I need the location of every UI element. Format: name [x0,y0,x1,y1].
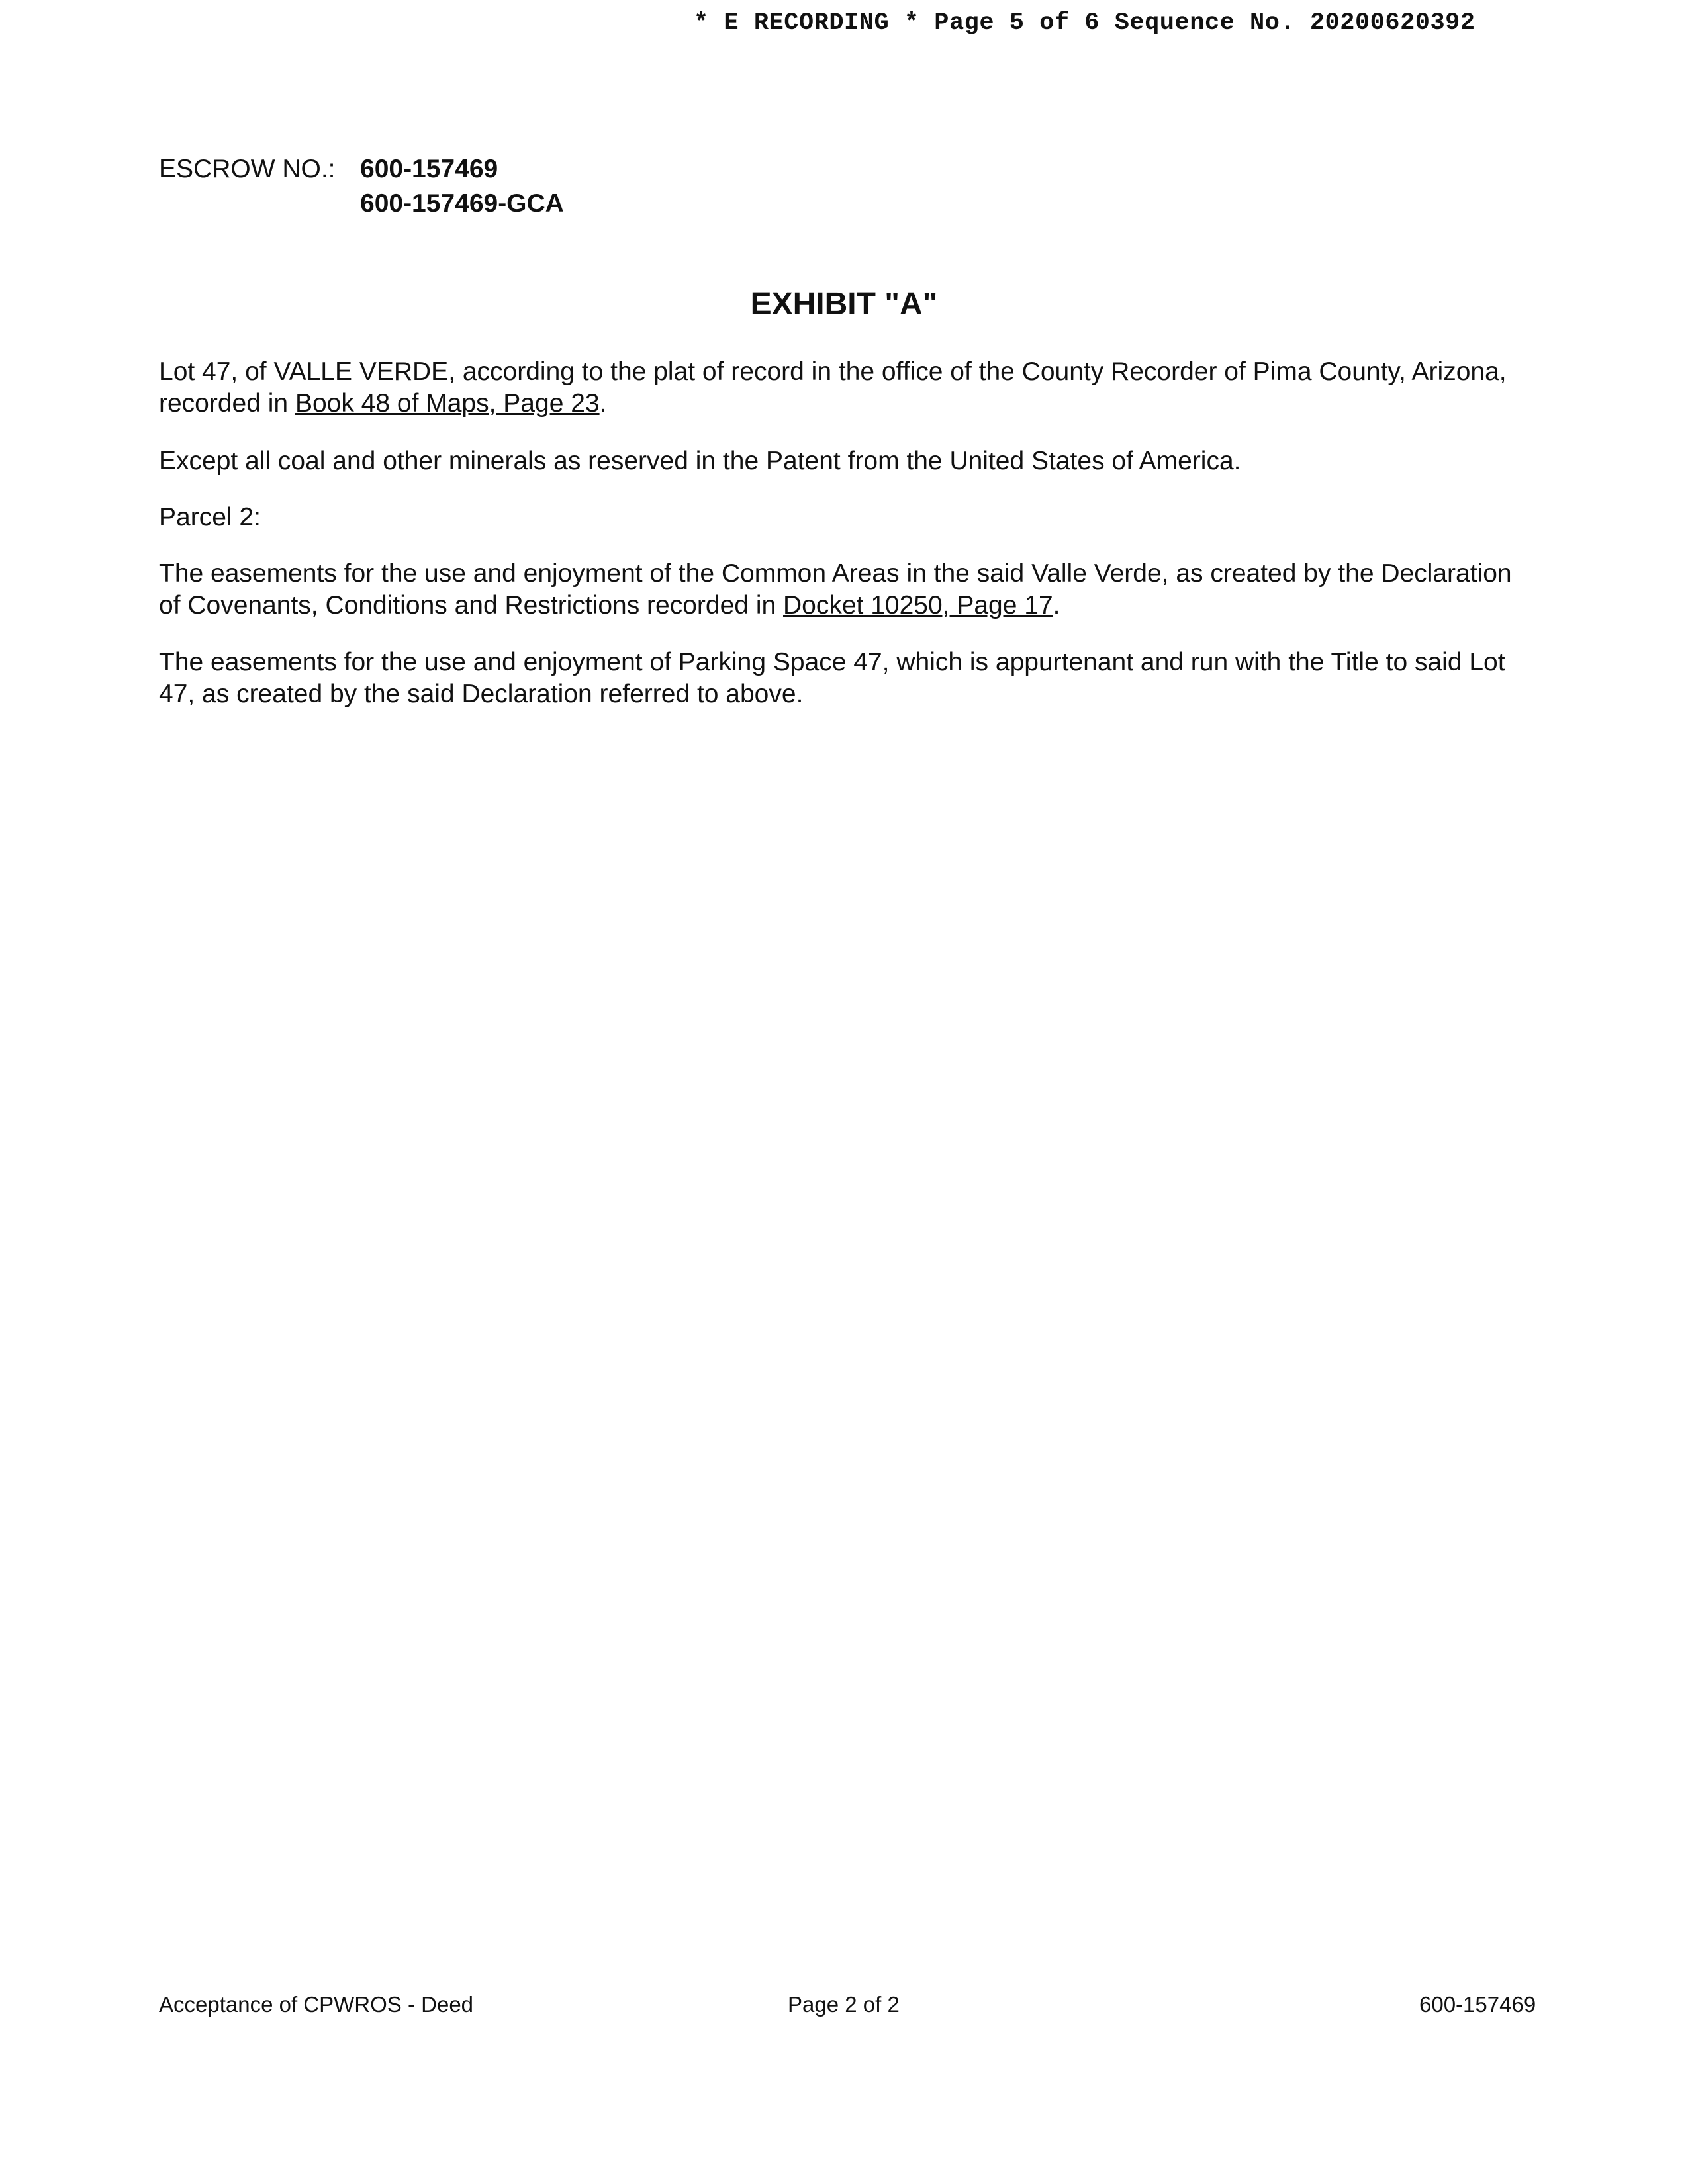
parcel-2-label: Parcel 2: [159,503,261,531]
mineral-exception [159,445,1536,477]
common-area-easement [159,558,1536,621]
parcel-2-heading [159,502,1536,533]
easement-text-end: . [1053,591,1060,619]
lot-description-end: . [599,389,607,418]
escrow-numbers [360,152,564,221]
docket-reference: Docket 10250, Page 17 [783,591,1053,619]
exhibit-title: EXHIBIT "A" [750,287,938,322]
escrow-block [159,152,564,221]
parking-easement-text: The easements for the use and enjoyment of Parking Space 47, which is appurtenant and run with the Title to said Lot 47, as created by the said Declaration referred to above. [159,648,1505,708]
footer-escrow-number: 600-157469 [1419,1992,1536,2017]
legal-description-lot [159,356,1536,420]
escrow-label: ESCROW NO.: [159,155,336,183]
plat-reference: Book 48 of Maps, Page 23 [295,389,600,418]
parking-easement [159,647,1536,710]
footer-document-title: Acceptance of CPWROS - Deed [159,1992,474,2017]
mineral-exception-text: Except all coal and other minerals as reserved in the Patent from the United States of America. [159,447,1241,475]
lot-description-text: Lot 47, of VALLE VERDE, according to the plat of record in the office of the County Recorder of Pima County, Arizona, recorded in [159,357,1507,418]
escrow-number-primary: 600-157469 [360,155,498,183]
recording-header: * E RECORDING * Page 5 of 6 Sequence No. 20200620392 [694,9,1476,37]
escrow-number-secondary: 600-157469-GCA [360,189,564,218]
easement-text: The easements for the use and enjoyment of the Common Areas in the said Valle Verde, as created by the Declaration of Covenants, Conditions and Restrictions recorded in [159,559,1512,619]
footer-page-number: Page 2 of 2 [788,1992,900,2017]
